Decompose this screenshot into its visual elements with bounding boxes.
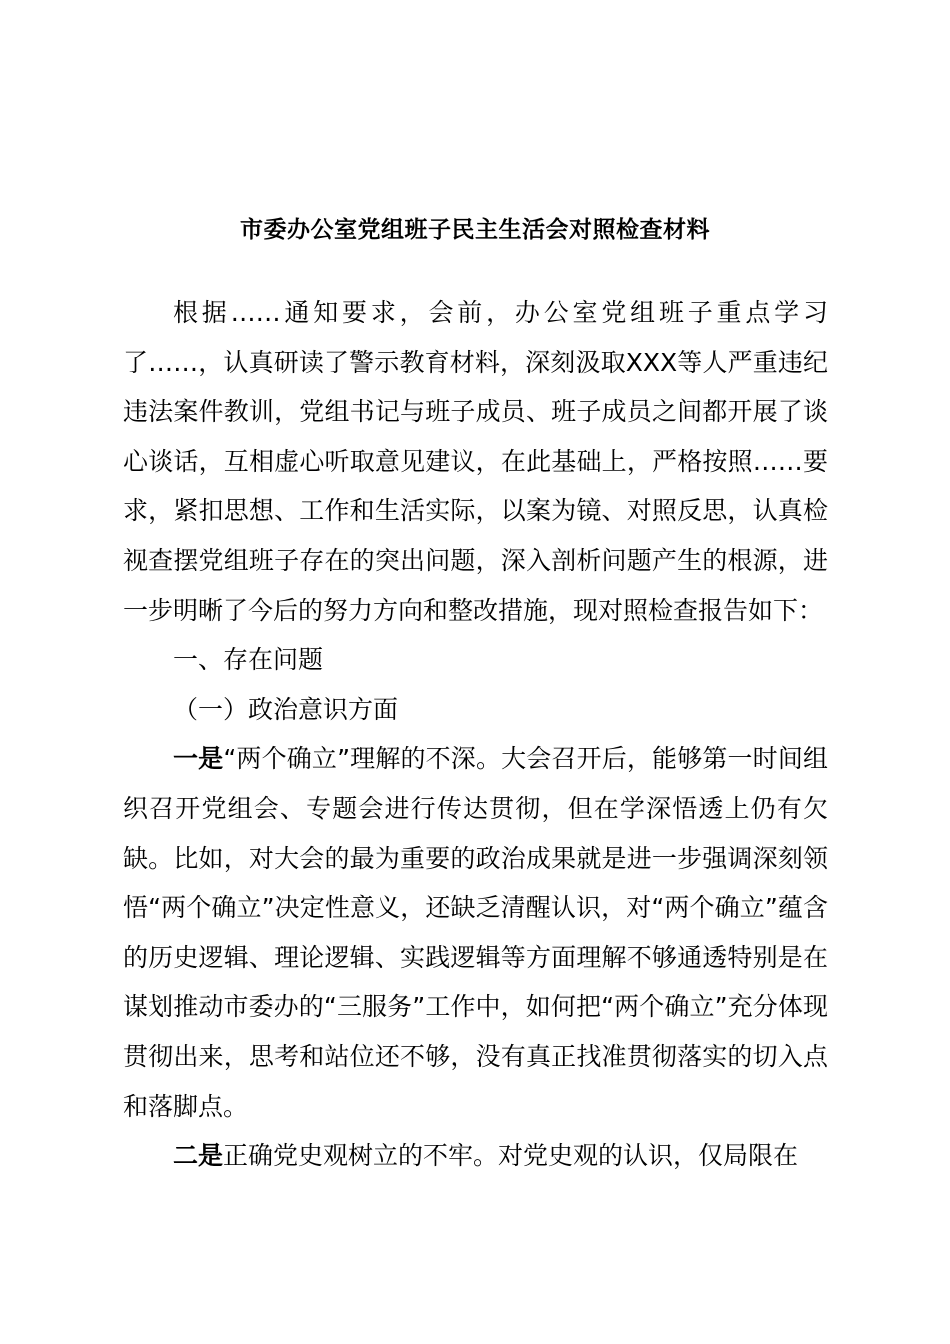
intro-paragraph: 根据……通知要求，会前，办公室党组班子重点学习了……，认真研读了警示教育材料，深刻汲取XXX等人严重违纪违法案件教训，党组书记与班子成员、班子成员之间都开展了谈心谈话，互相虚心听取意见建议，在此基础上，严格按照……要求，紧扣思想、工作和生活实际，以案为镜、对照反思，认真检视查摆党组班子存在的突出问题，深入剖析问题产生的根源，进一步明晰了今后的努力方向和整改措施，现对照检查报告如下： (123, 298, 828, 625)
point-text-2: 正确党史观树立的不牢。对党史观的认识，仅局限在 (223, 1141, 799, 1171)
point-paragraph-2 (123, 1131, 828, 1181)
point-lead-1: 一是 (173, 744, 224, 774)
point-paragraph-1 (123, 734, 828, 1131)
section-heading-problems: 一、存在问题 (173, 645, 324, 675)
document-body (123, 288, 828, 1181)
document-title: 市委办公室党组班子民主生活会对照检查材料 (240, 217, 710, 243)
subsection-heading-political: （一）政治意识方面 (173, 694, 399, 724)
point-lead-2: 二是 (173, 1141, 224, 1171)
point-text-1: “两个确立”理解的不深。大会召开后，能够第一时间组织召开党组会、专题会进行传达贯彻，但在学深悟透上仍有欠缺。比如，对大会的最为重要的政治成果就是进一步强调深刻领悟“两个确立”决定性意义，还缺乏清醒认识，对“两个确立”蕴含的历史逻辑、理论逻辑、实践逻辑等方面理解不够通透特别是在谋划推动市委办的“三服务”工作中，如何把“两个确立”充分体现贯彻出来，思考和站位还不够，没有真正找准贯彻落实的切入点和落脚点。 (123, 744, 828, 1121)
